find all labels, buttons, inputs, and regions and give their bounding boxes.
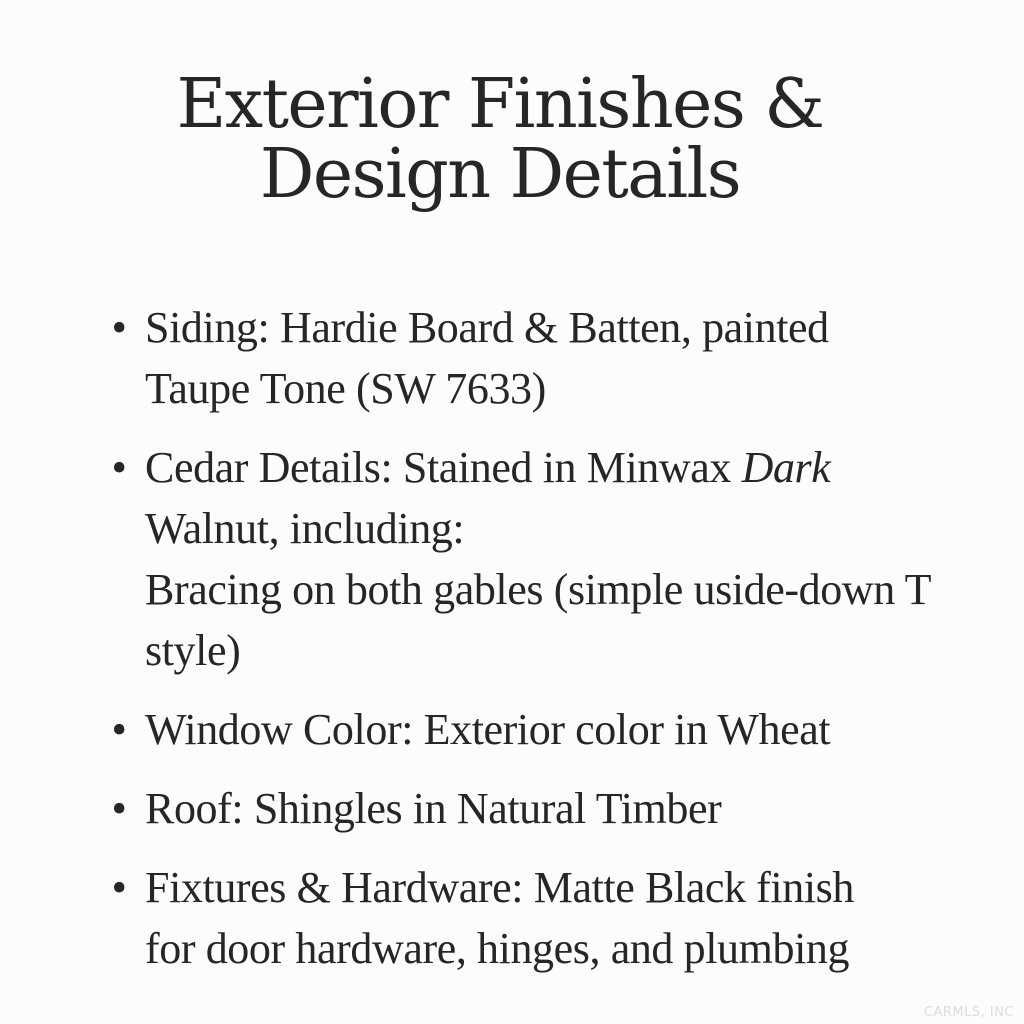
list-item-line: Window Color: Exterior color in Wheat <box>145 705 831 754</box>
finishes-list <box>111 297 1015 997</box>
list-item-line: Roof: Shingles in Natural Timber <box>145 784 722 833</box>
list-item-line: for door hardware, hinges, and plumbing <box>145 924 850 973</box>
list-item-line <box>145 437 1015 498</box>
list-item-line: Siding: Hardie Board & Batten, painted <box>145 303 829 352</box>
list-item-cedar <box>111 437 1015 681</box>
list-item-siding <box>111 297 1015 419</box>
bullet-icon: • <box>111 705 127 754</box>
watermark: CARMLS, INC <box>923 1005 1014 1020</box>
title-line-1: Exterior Finishes & <box>176 65 824 144</box>
bullet-icon: • <box>111 784 127 833</box>
bullet-icon: • <box>111 443 127 492</box>
list-item-line: Walnut, including: <box>145 504 465 553</box>
list-item-line: Bracing on both gables (simple uside-down T <box>145 565 932 614</box>
page-title <box>0 65 1000 214</box>
list-item-fixtures <box>111 857 1015 979</box>
list-item-text: Cedar Details: Stained in Minwax <box>145 443 742 492</box>
italic-text: Dark <box>741 443 831 492</box>
list-item-line: Taupe Tone (SW 7633) <box>145 364 546 413</box>
list-item-line: Fixtures & Hardware: Matte Black finish <box>145 863 855 912</box>
bullet-icon: • <box>111 303 127 352</box>
bullet-icon: • <box>111 863 127 912</box>
list-item-roof <box>111 778 1015 839</box>
list-item-window <box>111 699 1015 760</box>
title-line-2: Design Details <box>259 135 741 214</box>
list-item-line: style) <box>145 626 241 675</box>
